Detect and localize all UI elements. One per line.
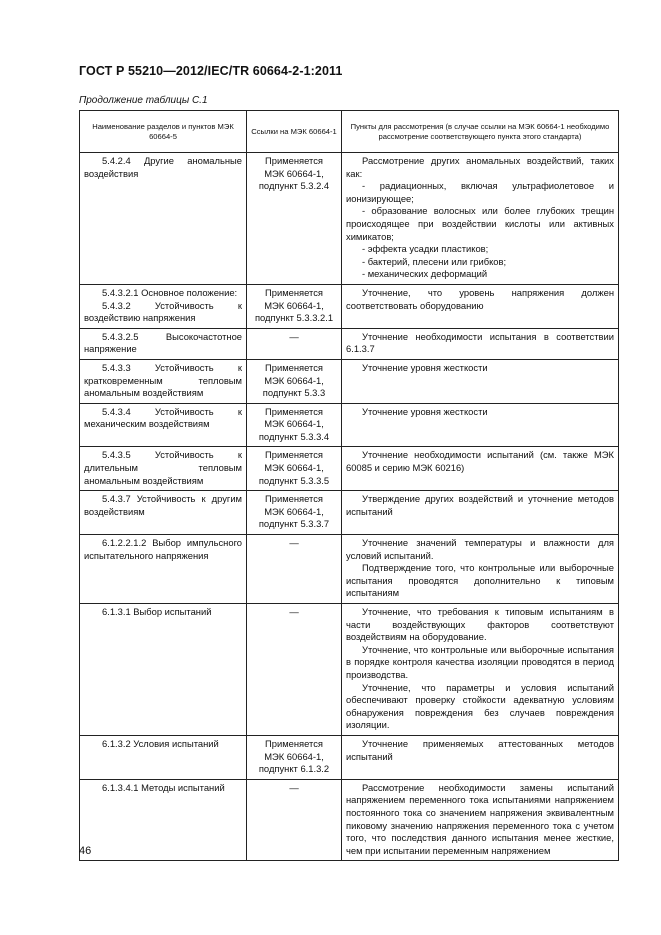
column-header-sections: Наименование разделов и пунктов МЭК 60664-5 [80,111,247,153]
document-header: ГОСТ Р 55210—2012/IEC/TR 60664-2-1:2011 [79,64,343,78]
section-title: 5.4.3.7 Устойчивость к другим воздействиям [84,493,242,517]
reference-line: Применяется [265,449,323,461]
reference-line: МЭК 60664-1, [264,505,324,517]
clause-paragraph: Уточнение уровня жесткости [362,361,488,373]
table-row [80,447,619,491]
reference-cell [247,284,342,328]
clause-cell [342,447,619,491]
table-row [80,328,619,359]
clause-paragraph: Уточнение, что уровень напряжения должен соответствовать оборудованию [346,286,614,311]
clause-cell [342,491,619,535]
reference-cell [247,403,342,447]
section-title: 5.4.3.5 Устойчивость к длительным тепловым аномальным воздействиям [84,449,242,486]
reference-line: — [289,781,299,793]
section-title: 6.1.3.1 Выбор испытаний [102,606,212,617]
section-title: 5.4.3.2 Устойчивость к воздействию напряжения [84,299,242,324]
reference-cell [247,359,342,403]
clause-paragraph: Рассмотрение других аномальных воздействий, таких как: [346,155,614,179]
clause-cell [342,604,619,736]
section-cell [80,284,247,328]
clause-cell [342,403,619,447]
comparison-table [79,110,619,861]
section-title: 5.4.3.2.5 Высокочастотное напряжение [84,330,242,355]
reference-line: МЭК 60664-1, [264,418,324,430]
clause-paragraph: Уточнение необходимости испытания в соответствии 6.1.3.7 [346,330,614,355]
section-cell [80,403,247,447]
reference-line: подпункт 5.3.3 [262,387,326,399]
page-number: 46 [79,845,92,857]
reference-line: — [289,537,299,549]
section-cell [80,328,247,359]
reference-line: МЭК 60664-1, [264,750,324,762]
section-title: 6.1.3.4.1 Методы испытаний [102,781,225,793]
reference-cell [247,328,342,359]
section-cell [80,535,247,604]
reference-line: — [289,330,299,342]
section-cell [80,735,247,779]
clause-paragraph: Уточнение, что параметры и условия испытаний обеспечивают проверку стойкости адекватную условиям обнаружения повреждения без случаев повреждения изоляции. [346,681,614,731]
section-title: 5.4.3.4 Устойчивость к механическим воздействиям [84,405,242,430]
clause-paragraph: - механических деформаций [362,268,488,280]
reference-line: МЭК 60664-1, [264,374,324,386]
reference-cell [247,491,342,535]
clause-cell [342,735,619,779]
clause-cell [342,284,619,328]
reference-cell [247,447,342,491]
reference-line: — [289,606,299,617]
table-row [80,359,619,403]
reference-line: подпункт 5.3.2.4 [258,180,330,192]
clause-paragraph: Уточнение, что требования к типовым испытаниям в части воздействующих факторов соответствуют воздействиям на оборудование. [346,606,614,643]
section-title: 5.4.3.3 Устойчивость к кратковременным тепловым аномальным воздействиям [84,361,242,399]
table-caption: Продолжение таблицы С.1 [79,95,208,106]
section-cell [80,359,247,403]
section-title: 6.1.3.2 Условия испытаний [102,737,219,749]
section-title: 5.4.2.4 Другие аномальные воздействия [84,155,242,179]
column-header-clauses: Пункты для рассмотрения (в случае ссылки на МЭК 60664-1 необходимо рассмотрение соответствующего пункта этого стандарта) [342,111,619,153]
table-header-row [80,111,619,153]
section-title: 6.1.2.2.1.2 Выбор импульсного испытательного напряжения [84,537,242,561]
section-title: 5.4.3.2.1 Основное положение: [102,286,238,298]
reference-line: подпункт 6.1.3.2 [258,763,330,775]
clause-paragraph: - бактерий, плесени или грибков; [362,255,507,267]
clause-cell [342,359,619,403]
reference-cell [247,735,342,779]
reference-line: Применяется [265,493,323,505]
reference-line: подпункт 5.3.3.7 [258,518,330,530]
section-cell [80,604,247,736]
clause-cell [342,779,619,861]
clause-paragraph: Рассмотрение необходимости замены испытаний напряжением переменного тока испытаниями напряжением постоянного тока со значением напряжения эквивалентным пиковому значению напряжения переменного тока с учетом того, что последствия данного испытания менее жесткие, чем при испытании переменным напряжением [346,781,614,856]
column-header-references: Ссылки на МЭК 60664-1 [247,111,342,153]
clause-paragraph: Уточнение необходимости испытаний (см. также МЭК 60085 и серию МЭК 60216) [346,449,614,474]
table-row [80,153,619,285]
table-row [80,491,619,535]
section-cell [80,153,247,285]
table-row [80,403,619,447]
clause-paragraph: - образование волосных или более глубоких трещин происходящее при воздействии кислоты или активных химикатов; [346,205,614,242]
section-cell [80,779,247,861]
table-row [80,284,619,328]
table-body [80,153,619,861]
clause-paragraph: Уточнение, что контрольные или выборочные испытания в порядке контроля качества изоляции проводятся в период производства. [346,643,614,680]
clause-cell [342,535,619,604]
reference-cell [247,604,342,736]
reference-cell [247,779,342,861]
reference-line: Применяется [265,155,323,166]
reference-cell [247,153,342,285]
clause-paragraph: Утверждение других воздействий и уточнение методов испытаний [346,493,614,517]
clause-paragraph: Уточнение уровня жесткости [362,405,488,417]
section-cell [80,447,247,491]
clause-paragraph: Уточнение применяемых аттестованных методов испытаний [346,737,614,762]
table-row [80,735,619,779]
reference-line: подпункт 5.3.3.4 [258,430,330,442]
reference-line: МЭК 60664-1, [264,462,324,474]
clause-cell [342,328,619,359]
reference-line: подпункт 5.3.3.2.1 [254,312,334,324]
clause-cell [342,153,619,285]
table-row [80,604,619,736]
clause-paragraph: Подтверждение того, что контрольные или выборочные испытания проводятся дополнительно к типовым испытаниям [346,562,614,599]
reference-line: Применяется [265,286,323,298]
table-row [80,779,619,861]
clause-paragraph: Уточнение значений температуры и влажности для условий испытаний. [346,537,614,561]
reference-line: МЭК 60664-1, [264,299,324,311]
clause-paragraph: - эффекта усадки пластиков; [362,243,489,255]
reference-line: подпункт 5.3.3.5 [258,474,330,486]
reference-line: МЭК 60664-1, [264,167,324,179]
reference-line: Применяется [265,737,323,749]
reference-cell [247,535,342,604]
table-row [80,535,619,604]
section-cell [80,491,247,535]
reference-line: Применяется [265,405,323,417]
clause-paragraph: - радиационных, включая ультрафиолетовое и ионизирующее; [346,180,614,204]
reference-line: Применяется [265,361,323,373]
